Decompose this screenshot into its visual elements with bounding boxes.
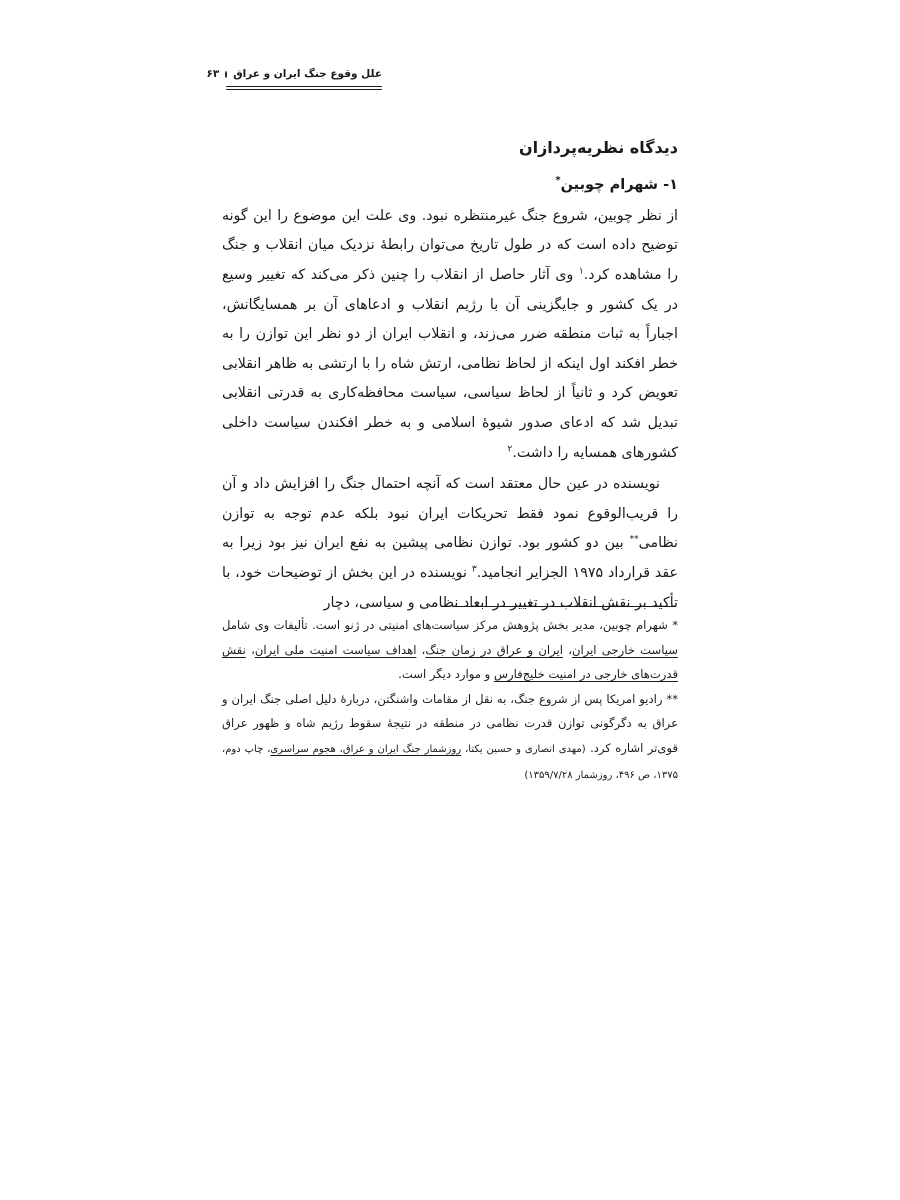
footnote-separator-text: ،: [245, 642, 255, 657]
footnote-work-title: سیاست خارجی ایران: [571, 642, 678, 657]
footnote-1-outro: و موارد دیگر است.: [398, 667, 494, 681]
paragraph-1: [222, 202, 678, 468]
footnote-2: [222, 687, 678, 789]
footnote-marker: *: [555, 175, 561, 186]
footnote-marker-double: **: [629, 534, 639, 545]
paragraph-2-text-c: نویسنده در این بخش از توضیحات خود، با تأکید بر نقش انقلاب در تغییر در ابعاد نظامی و سیاسی، دچار: [222, 564, 678, 611]
footnote-work-title: اهداف سیاست امنیت ملی ایران: [254, 642, 417, 657]
footnote-separator-text: ،: [416, 642, 426, 657]
footnote-work-title: ایران و عراق در زمان جنگ: [425, 642, 563, 657]
footnote-separator-text: ،: [562, 642, 572, 657]
footnotes: [222, 613, 678, 789]
footnote-1: [222, 613, 678, 687]
running-header-title: علل وقوع جنگ ایران و عراق: [233, 68, 382, 80]
section-title: دیدگاه نظریه‌پردازان: [518, 138, 678, 157]
source-details: ، چاپ دوم، ۱۳۷۵، ص ۴۹۶، روزشمار ۱۳۵۹/۷/۲۸): [222, 743, 678, 781]
footnote-separator: [456, 606, 676, 607]
paragraph-2: [222, 470, 678, 618]
paragraph-1-text-a: از نظر چوبین، شروع جنگ غیرمنتظره نبود. وی علت این موضوع را این گونه توضیح داده است که در طول تاریخ می‌توان رابطهٔ نزدیک میان انقلاب و جنگ را مشاهده کرد.: [222, 207, 678, 284]
source-book-title: روزشمار جنگ ایران و عراق، هجوم سراسری: [270, 743, 462, 755]
circle-ornament-icon: [225, 71, 227, 78]
subsection-title: [222, 168, 678, 198]
footnote-ref-1: ۱: [578, 266, 584, 277]
main-text: [222, 134, 678, 618]
footnote-work-title: نقش قدرت‌های خارجی در امنیت خلیج‌فارس: [222, 642, 678, 681]
subsection-title-text: ۱- شهرام چوبین: [560, 176, 678, 193]
footnote-ref-2: ۲: [507, 443, 513, 454]
running-header: [206, 68, 382, 80]
paragraph-1-text-b: وی آثار حاصل از انقلاب را چنین ذکر می‌کند که تغییر وسیع در یک کشور و جایگزینی آن با رژیم انقلاب و ادعاهای آن بر همسایگانش، اجباراً به ثبات منطقه ضرر می‌زند، و انقلاب ایران از دو نظر این توازن را به خطر افکند اول اینکه از لحاظ نظامی، ارتش شاه را با ارتشی به ظاهر انقلابی تعویض کرد و ثانیاً از لحاظ سیاسی، سیاست محافظه‌کاری به قدرتی انقلابی تبدیل شد که ادعای صدور شیوهٔ اسلامی و به خطر افکندن سیاست داخلی کشورهای همسایه را داشت.: [222, 267, 678, 461]
footnote-2-text: ** رادیو امریکا پس از شروع جنگ، به نقل از مقامات واشنگتن، دربارهٔ دلیل اصلی جنگ ایران و عراق به دگرگونی توازن قدرت نظامی در منطقه در نتیجهٔ سقوط رژیم شاه و ظهور عراق قوی‌تر اشاره کرد.: [222, 691, 678, 755]
footnote-1-intro: * شهرام چوبین، مدیر بخش پژوهش مرکز سیاست‌های امنیتی در ژنو است. تألیفات وی شامل: [222, 618, 678, 632]
footnote-ref-3: ۳: [471, 564, 477, 575]
source-authors: (مهدی انصاری و حسین یکتا،: [461, 743, 586, 755]
paragraph-2-text-a: نویسنده در عین حال معتقد است که آنچه احتمال جنگ را افزایش داد و آن را قریب‌الوقوع نمود فقط تحریکات ایران نبود بلکه عدم توجه به توازن نظامی: [222, 476, 678, 552]
paragraph-2-text-b: بین دو کشور بود. توازن نظامی پیشین به نفع ایران نیز بود زیرا به عقد قرارداد ۱۹۷۵ الجزایر انجامید.: [222, 535, 678, 581]
page-number: ۶۳: [206, 68, 220, 80]
header-rule: [226, 86, 382, 90]
